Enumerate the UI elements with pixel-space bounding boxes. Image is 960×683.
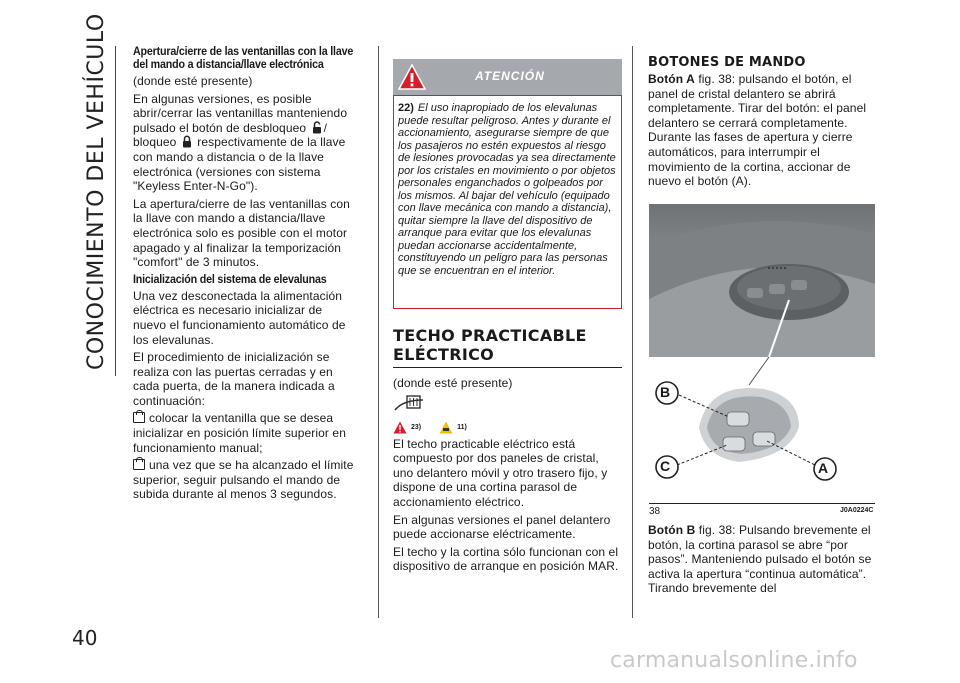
button-detail-drawing — [649, 357, 875, 499]
watermark: carmanualsonline.info — [610, 648, 858, 673]
warning-triangle-icon — [398, 64, 426, 90]
heading-rule — [393, 367, 622, 368]
column-windows — [133, 46, 358, 505]
heading-window-remote: Apertura/cierre de las ventanillas con la llave del mando a distancia/llave electrónica — [133, 46, 354, 71]
list-item — [133, 411, 358, 455]
heading-initialization: Inicialización del sistema de elevalunas — [133, 273, 327, 286]
page-number: 40 — [72, 626, 98, 650]
bullet-icon — [133, 459, 145, 470]
warning-box — [393, 95, 622, 309]
warning-triangle-icon — [393, 421, 407, 434]
text-slash: / — [323, 120, 328, 135]
text-button-b — [648, 523, 876, 596]
text-remote-operation-b: respectivamente de la llave con mando a distancia o de la llave electrónica (versiones con sistema "Keyless Enter-N-Go"). — [133, 135, 346, 194]
warning-text — [398, 102, 618, 277]
list-item — [133, 458, 358, 502]
text-remote-operation-a: En algunas versiones, es posible abrir/cerrar las ventanillas manteniendo pulsado el botón de desbloqueo — [133, 91, 348, 135]
section-divider — [115, 46, 116, 376]
warning-title: ATENCIÓN — [475, 69, 545, 83]
figure-code: J0A0224C — [840, 507, 874, 514]
button-b-label: Botón B — [648, 523, 696, 537]
column-buttons-continued — [648, 523, 876, 599]
list-item-text: una vez que se ha alcanzado el límite superior, seguir pulsando el mando de subida durante al menos 3 segundos. — [133, 458, 354, 502]
column-buttons — [648, 55, 876, 192]
text-button-a — [648, 72, 876, 189]
reference-row — [393, 421, 622, 434]
text-availability: (donde esté presente) — [133, 74, 253, 88]
text-availability: (donde esté presente) — [393, 376, 513, 390]
column-divider — [378, 46, 379, 618]
text-front-panel: En algunas versiones el panel delantero puede accionarse eléctricamente. — [393, 512, 611, 542]
button-a-text: fig. 38: pulsando el botón, el panel de cristal delantero se abrirá completamente. Tirar del botón: el panel delantero se cerrará completamente. Durante las fases de apertura y cierre automáticos, para interrumpir el movimiento de la cortina, accionar de nuevo el botón (A). — [648, 72, 867, 189]
figure-rule — [649, 503, 875, 504]
text-remote-operation — [133, 92, 358, 194]
bullet-icon — [133, 412, 145, 423]
list-item-text: colocar la ventanilla que se desea inicializar en posición límite superior en funcionamiento manual; — [133, 411, 346, 455]
lock-icon — [182, 135, 192, 148]
unlock-icon — [312, 121, 322, 134]
text-sunroof-description: El techo practicable eléctrico está compuesto por dos paneles de cristal, uno delantero móvil y otro trasero fijo, y dispone de una cortina parasol de accionamiento eléctrico. — [393, 436, 608, 509]
callout-b: B — [660, 384, 671, 400]
reference-caution: 11) — [457, 423, 467, 431]
text-lock-word: bloqueo — [133, 135, 177, 150]
button-b-text: fig. 38: Pulsando brevemente el botón, la cortina parasol se abre “por pasos”. Manteniendo pulsado el botón se activa la apertura “continua automática”. Tirando brevemente del — [648, 523, 872, 596]
reference-warning: 23) — [411, 423, 422, 431]
text-comfort-timer: La apertura/cierre de las ventanillas con la llave con mando a distancia/llave electrónica solo es posible con el motor apagado y al finalizar la temporización "comfort" de 3 minutos. — [133, 196, 350, 270]
column-divider — [632, 46, 633, 618]
text-init-intro: Una vez desconectada la alimentación eléctrica es necesario inicializar de nuevo el funcionamiento automático de los elevalunas. — [133, 288, 346, 347]
heading-sunroof: TECHO PRACTICABLE ELÉCTRICO — [393, 326, 587, 364]
figure-number: 38 — [649, 506, 661, 517]
warning-number: 22) — [398, 102, 414, 114]
heading-control-buttons: BOTONES DE MANDO — [648, 55, 806, 70]
overhead-console-image — [649, 204, 875, 357]
figure-detail — [649, 357, 875, 499]
text-init-procedure: El procedimiento de inicialización se realiza con las puertas cerradas y en cada puerta, de la manera indicada a continuación: — [133, 350, 335, 408]
callout-c: C — [660, 458, 671, 474]
button-a-label: Botón A — [648, 72, 695, 86]
warning-body: El uso inapropiado de los elevalunas puede resultar peligroso. Antes y durante el accionamiento, asegurarse siempre de que los pasajeros no estén expuestos al riesgo de lesiones provocadas ya sea directamente por los cristales en movimiento o por objetos personales enganchados o golpeados por los mismos. Al bajar del vehículo (equipado con llave mecánica con mando a distancia), quitar siempre la llave del dispositivo de arranque para evitar que los elevalunas puedan accionarse accidentalmente, constituyendo un peligro para las personas que se encuentran en el interior. — [398, 102, 616, 277]
sunroof-icon — [393, 394, 427, 414]
warning-header — [393, 59, 622, 95]
section-title-vertical: CONOCIMIENTO DEL VEHÍCULO — [84, 13, 109, 370]
column-sunroof — [393, 326, 622, 577]
callout-a: A — [818, 460, 829, 476]
text-ignition-requirement: El techo y la cortina sólo funcionan con el dispositivo de arranque en posición MAR. — [393, 544, 619, 574]
figure-photo — [649, 204, 875, 357]
caution-icon — [439, 421, 453, 434]
